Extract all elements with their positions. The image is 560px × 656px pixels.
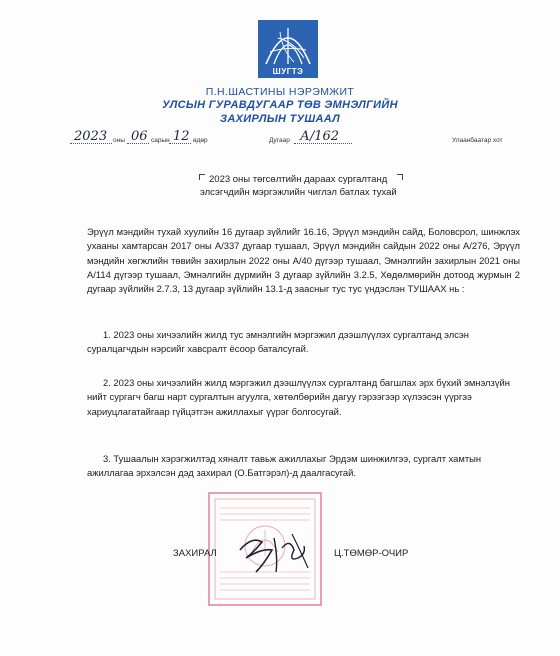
hospital-logo [258,20,318,78]
number-underline [294,143,352,144]
document-type: ЗАХИРЛЫН ТУШААЛ [220,113,340,125]
subject-corner-right [397,174,403,180]
organization-name: П.Н.ШАСТИНЫ НЭРЭМЖИТ [205,86,355,98]
year-label: оны [113,137,125,144]
month-label: сарын [151,137,170,144]
day-underline [169,143,191,144]
order-subject [200,173,397,199]
day-label: өдөр [193,137,208,144]
subject-line-1: 2023 оны төгсөлтийн дараах сургалтанд [209,174,388,185]
signatory-title: ЗАХИРАЛ [173,548,217,559]
year-value: 2023 [74,129,108,144]
year-underline [70,143,112,144]
order-number: А/162 [300,129,340,144]
logo-text: ШУГТЭ [272,67,304,76]
hospital-name: УЛСЫН ГУРАВДУГААР ТӨВ ЭМНЭЛГИЙН [162,99,398,111]
preamble-paragraph: Эрүүл мэндийн тухай хуулийн 16 дугаар зүйлийг 16.16, Эрүүл мэндийн сайд, Боловсрол, шинжлэх ухааны хамтарсан 2017 оны А/337 дугаар тушаал, Эрүүл мэндийн сайдын 2022 оны А/276, Эрүүл мэндийн хөгжлийн төвийн захирлын 2022 оны А/40 дүгээр тушаал, Эмнэлгийн захирлын 2021 оны А/114 дүгээр тушаал, Эмнэлгийн дүрмийн 3 дугаар зүйлийн 3.2.5, Хөдөлмөрийн дотоод журмын 2 дугаар зүйлийн 2.7.3, 13 дугаар зүйлийн 13.1-д заасныг тус тус үндэслэн ТУШААХ нь : [87,226,520,295]
order-item-3: 3. Тушаалын хэрэгжилтэд хяналт тавьж ажиллахыг Эрдэм шинжилгээ, сургалт хамтын ажиллагаа эрхэлсэн дэд захирал (О.Батгэрэл)-д даалгасугай. [87,453,482,479]
month-underline [127,143,149,144]
subject-line-2: элсэгчдийн мэргэжлийн чиглэл батлах тухай [200,187,397,198]
order-item-2: 2. 2023 оны хичээлийн жилд мэргэжил дээшлүүлэх сургалтанд багшлах эрх бүхий эмнэлзүйн нийт сургагч багш нарт сургалтын агуулга, хөтөлбөрийн дагуу гэрээгээр хүлээсэн үүргээ хариуцлагатайгаар гүйцэтгэн ажиллахыг үүрэг болгосугай. [87,377,510,417]
handwritten-signature [232,528,327,576]
city-label: Улаанбаатар хот [452,137,503,144]
document-meta [0,129,560,151]
month-value: 06 [131,129,148,144]
day-value: 12 [173,129,190,144]
signatory-name: Ц.ТӨМӨР-ОЧИР [334,548,409,559]
order-item-1: 1. 2023 оны хичээлийн жилд тус эмнэлгийн мэргэжил дээшлүүлэх сургалтанд элсэн суралцагчдын нэрсийг хавсралт ёсоор баталсугай. [87,329,469,355]
number-label: Дугаар [269,137,290,144]
